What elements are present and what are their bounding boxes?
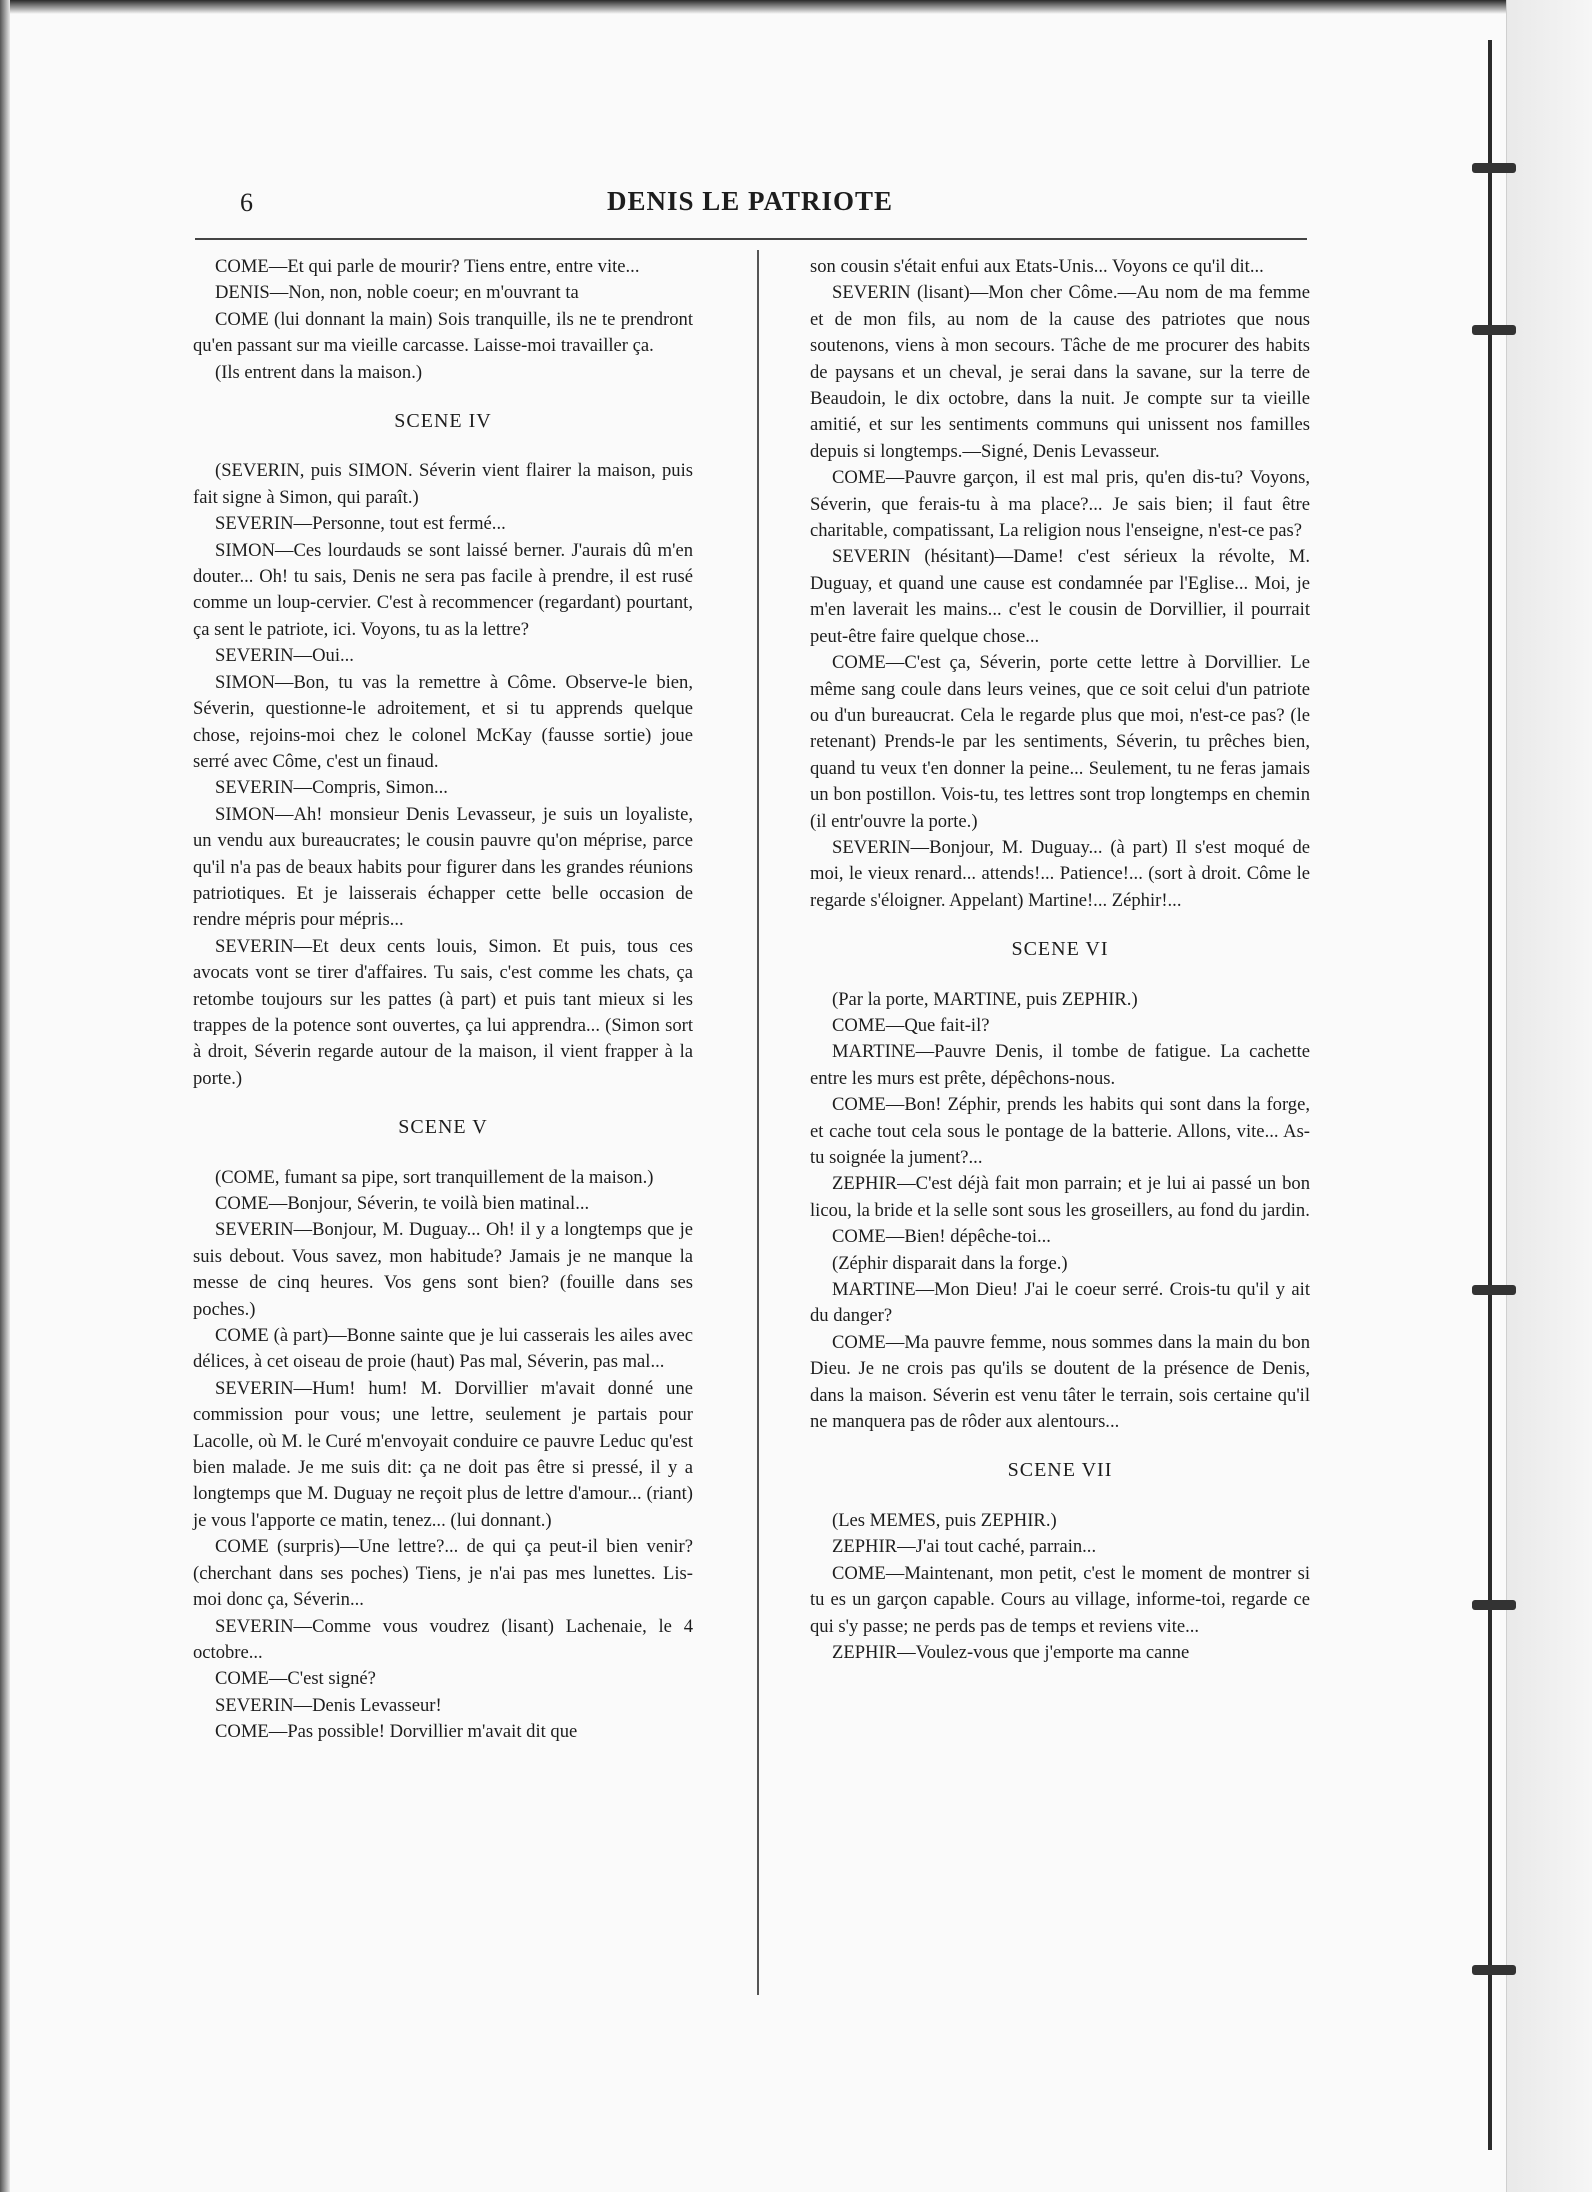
scene-heading: SCENE VI: [1011, 938, 1109, 961]
binding-clip: [1472, 1285, 1516, 1295]
dialogue-paragraph: COME—Bien! dépêche-toi...: [832, 1226, 1051, 1248]
header-rule: [195, 238, 1307, 240]
dialogue-paragraph: SEVERIN—Personne, tout est fermé...: [215, 513, 506, 535]
dialogue-paragraph: SEVERIN—Oui...: [215, 645, 354, 667]
dialogue-paragraph: COME—Bonjour, Séverin, te voilà bien matinal...: [215, 1193, 590, 1214]
binding-clip: [1472, 325, 1516, 335]
dialogue-paragraph: (Ils entrent dans la maison.): [215, 361, 423, 383]
dialogue-paragraph: SEVERIN—Denis Levasseur!: [215, 1694, 442, 1716]
dialogue-paragraph: SEVERIN (lisant)—Mon cher Côme.—Au nom de ma femme et de mon fils, au nom de la cause des patriotes que nous soutenons, viens à mon secours. Tâche de me procurer des habits de paysans et un cheval, je serai dans la savane, sur la terre de Beaudoin, le dix octobre, dans la nuit. Je compte sur ta vieille amitié, et sur les sentiments communs qui unissent nos familles depuis si longtemps.—Signé, Denis Levasseur.: [810, 282, 1310, 462]
binding-margin: [1506, 0, 1592, 2192]
binding-spine: [1488, 40, 1492, 2150]
dialogue-paragraph: COME—Pas possible! Dorvillier m'avait dit que: [215, 1721, 578, 1743]
dialogue-paragraph: COME (à part)—Bonne sainte que je lui casserais les ailes avec délices, à cet oiseau de proie (haut) Pas mal, Séverin, pas mal...: [193, 1325, 693, 1373]
scan-left-edge: [0, 0, 10, 2192]
right-column: [810, 254, 1310, 1666]
dialogue-paragraph: COME—Ma pauvre femme, nous sommes dans la main du bon Dieu. Je ne crois pas qu'ils se doutent de la présence de Denis, dans la maison. Séverin est venu tâter le terrain, sois certaine qu'il ne manquera pas de rôder aux alentours...: [810, 1331, 1310, 1433]
binding-clip: [1472, 1965, 1516, 1975]
dialogue-paragraph: COME (surpris)—Une lettre?... de qui ça peut-il bien venir? (cherchant dans ses poches) Tiens, je n'ai pas mes lunettes. Lis-moi donc ça, Séverin...: [193, 1536, 693, 1611]
dialogue-paragraph: SEVERIN—Compris, Simon...: [215, 777, 448, 799]
dialogue-paragraph: MARTINE—Mon Dieu! J'ai le coeur serré. Crois-tu qu'il y ait du danger?: [810, 1279, 1310, 1327]
dialogue-paragraph: SEVERIN—Comme vous voudrez (lisant) Lachenaie, le 4 octobre...: [193, 1615, 693, 1663]
binding-clip: [1472, 1600, 1516, 1610]
column-divider: [757, 250, 759, 1995]
dialogue-paragraph: SEVERIN—Et deux cents louis, Simon. Et puis, tous ces avocats vont se tirer d'affaires. Tu sais, c'est comme les chats, ça retombe toujours sur les pattes (à part) et puis tant mieux si les trappes de la potence sont ouvertes, ça lui apprendra... (Simon sort à droit, Séverin regarde autour de la maison, il vient frapper à la porte.): [193, 935, 693, 1089]
dialogue-paragraph: ZEPHIR—J'ai tout caché, parrain...: [832, 1536, 1097, 1558]
dialogue-paragraph: ZEPHIR—Voulez-vous que j'emporte ma canne: [832, 1641, 1190, 1663]
dialogue-paragraph: COME—C'est signé?: [215, 1668, 376, 1690]
dialogue-paragraph: SIMON—Ah! monsieur Denis Levasseur, je suis un loyaliste, un vendu aux bureaucrates; le cousin pauvre qu'on méprise, parce qu'il n'a pas de beaux habits pour figurer dans les grandes réunions patriotiques. Et je laisserais échapper cette belle occasion de rendre mépris pour mépris...: [193, 803, 693, 931]
dialogue-paragraph: (SEVERIN, puis SIMON. Séverin vient flairer la maison, puis fait signe à Simon, qui paraît.): [193, 460, 693, 508]
dialogue-paragraph: MARTINE—Pauvre Denis, il tombe de fatigue. La cachette entre les murs est prête, dépêchons-nous.: [810, 1041, 1310, 1089]
dialogue-paragraph: SEVERIN—Bonjour, M. Duguay... Oh! il y a longtemps que je suis debout. Vous savez, mon habitude? Jamais je ne manque la messe de cinq heures. Vos gens sont bien? (fouille dans ses poches.): [193, 1219, 693, 1320]
dialogue-paragraph: (Zéphir disparait dans la forge.): [832, 1252, 1068, 1274]
dialogue-paragraph: SEVERIN (hésitant)—Dame! c'est sérieux la révolte, M. Duguay, et quand une cause est condamnée par l'Eglise... Moi, je m'en laverait les mains... c'est le cousin de Dorvillier, il pourrait peut-être faire quelque chose...: [810, 546, 1310, 647]
page-header: [195, 180, 1305, 224]
dialogue-paragraph: (Par la porte, MARTINE, puis ZEPHIR.): [832, 988, 1138, 1010]
dialogue-paragraph: ZEPHIR—C'est déjà fait mon parrain; et je lui ai passé un bon licou, la bride et la selle sont sous les groseillers, au fond du jardin.: [810, 1173, 1310, 1221]
dialogue-paragraph: SEVERIN—Bonjour, M. Duguay... (à part) Il s'est moqué de moi, le vieux renard... attends!... Patience!... (sort à droit. Côme le regarde s'éloigner. Appelant) Martine!... Zéphir!...: [810, 836, 1310, 911]
dialogue-paragraph: COME—Et qui parle de mourir? Tiens entre, entre vite...: [215, 256, 640, 277]
left-column: [193, 254, 693, 1746]
dialogue-paragraph: DENIS—Non, non, noble coeur; en m'ouvrant ta: [215, 282, 579, 304]
dialogue-paragraph: SIMON—Bon, tu vas la remettre à Côme. Observe-le bien, Séverin, questionne-le adroitement, et si tu apprends quelque chose, rejoins-moi chez le colonel McKay (fausse sortie) joue serré avec Côme, c'est un finaud.: [193, 671, 693, 772]
dialogue-paragraph: (Les MEMES, puis ZEPHIR.): [832, 1509, 1057, 1531]
dialogue-paragraph: COME—C'est ça, Séverin, porte cette lettre à Dorvillier. Le même sang coule dans leurs veines, que ce soit celui d'un patriote ou d'un bureaucrat. Cela le regarde plus que moi, n'est-ce pas? (le retenant) Prends-le par les sentiments, Séverin, tu prêches bien, quand tu veux t'en donner la peine... Seulement, tu ne feras jamais un bon postillon. Vois-tu, tes lettres sont trop longtemps en chemin (il entr'ouvre la porte.): [810, 652, 1310, 832]
dialogue-paragraph: COME—Que fait-il?: [832, 1014, 990, 1036]
scan-top-edge: [0, 0, 1592, 14]
scene-heading: SCENE VII: [1007, 1459, 1113, 1482]
dialogue-paragraph: COME—Pauvre garçon, il est mal pris, qu'en dis-tu? Voyons, Séverin, que ferais-tu à ma place?... Je sais bien; il faut être charitable, compatissant, La religion nous l'enseigne, n'est-ce pas?: [810, 467, 1310, 542]
dialogue-paragraph: COME—Maintenant, mon petit, c'est le moment de montrer si tu es un garçon capable. Cours au village, informe-toi, regarde ce qui s'y passe; ne perds pas de temps et reviens vite...: [810, 1562, 1310, 1637]
dialogue-paragraph: SEVERIN—Hum! hum! M. Dorvillier m'avait donné une commission pour vous; une lettre, seulement je partais pour Lacolle, où M. le Curé m'envoyait conduire ce pauvre Leduc qu'est bien malade. Je me suis dit: ça ne doit pas être si pressé, il y a longtemps que M. Duguay ne reçoit plus de lettre d'amour... (riant) je vous l'apporte ce matin, tenez... (lui donnant.): [193, 1377, 693, 1531]
dialogue-paragraph: SIMON—Ces lourdauds se sont laissé berner. J'aurais dû m'en douter... Oh! tu sais, Denis ne sera pas facile à prendre, il est rusé comme un loup-cervier. C'est à recommencer (regardant) pourtant, ça sent le patriote, ici. Voyons, tu as la lettre?: [193, 539, 693, 640]
page-number: 6: [240, 188, 253, 217]
dialogue-paragraph: COME—Bon! Zéphir, prends les habits qui sont dans la forge, et cache tout cela sous le pontage de la batterie. Allons, vite... As-tu soignée la jument?...: [810, 1094, 1310, 1168]
dialogue-paragraph: COME (lui donnant la main) Sois tranquille, ils ne te prendront qu'en passant sur ma vieille carcasse. Laisse-moi travailler ça.: [193, 308, 693, 357]
dialogue-paragraph: (COME, fumant sa pipe, sort tranquillement de la maison.): [215, 1166, 654, 1188]
scene-heading: SCENE IV: [394, 410, 492, 433]
binding-clip: [1472, 163, 1516, 173]
running-title: DENIS LE PATRIOTE: [606, 186, 894, 216]
scene-heading: SCENE V: [398, 1116, 488, 1139]
dialogue-paragraph: son cousin s'était enfui aux Etats-Unis... Voyons ce qu'il dit...: [810, 256, 1264, 277]
